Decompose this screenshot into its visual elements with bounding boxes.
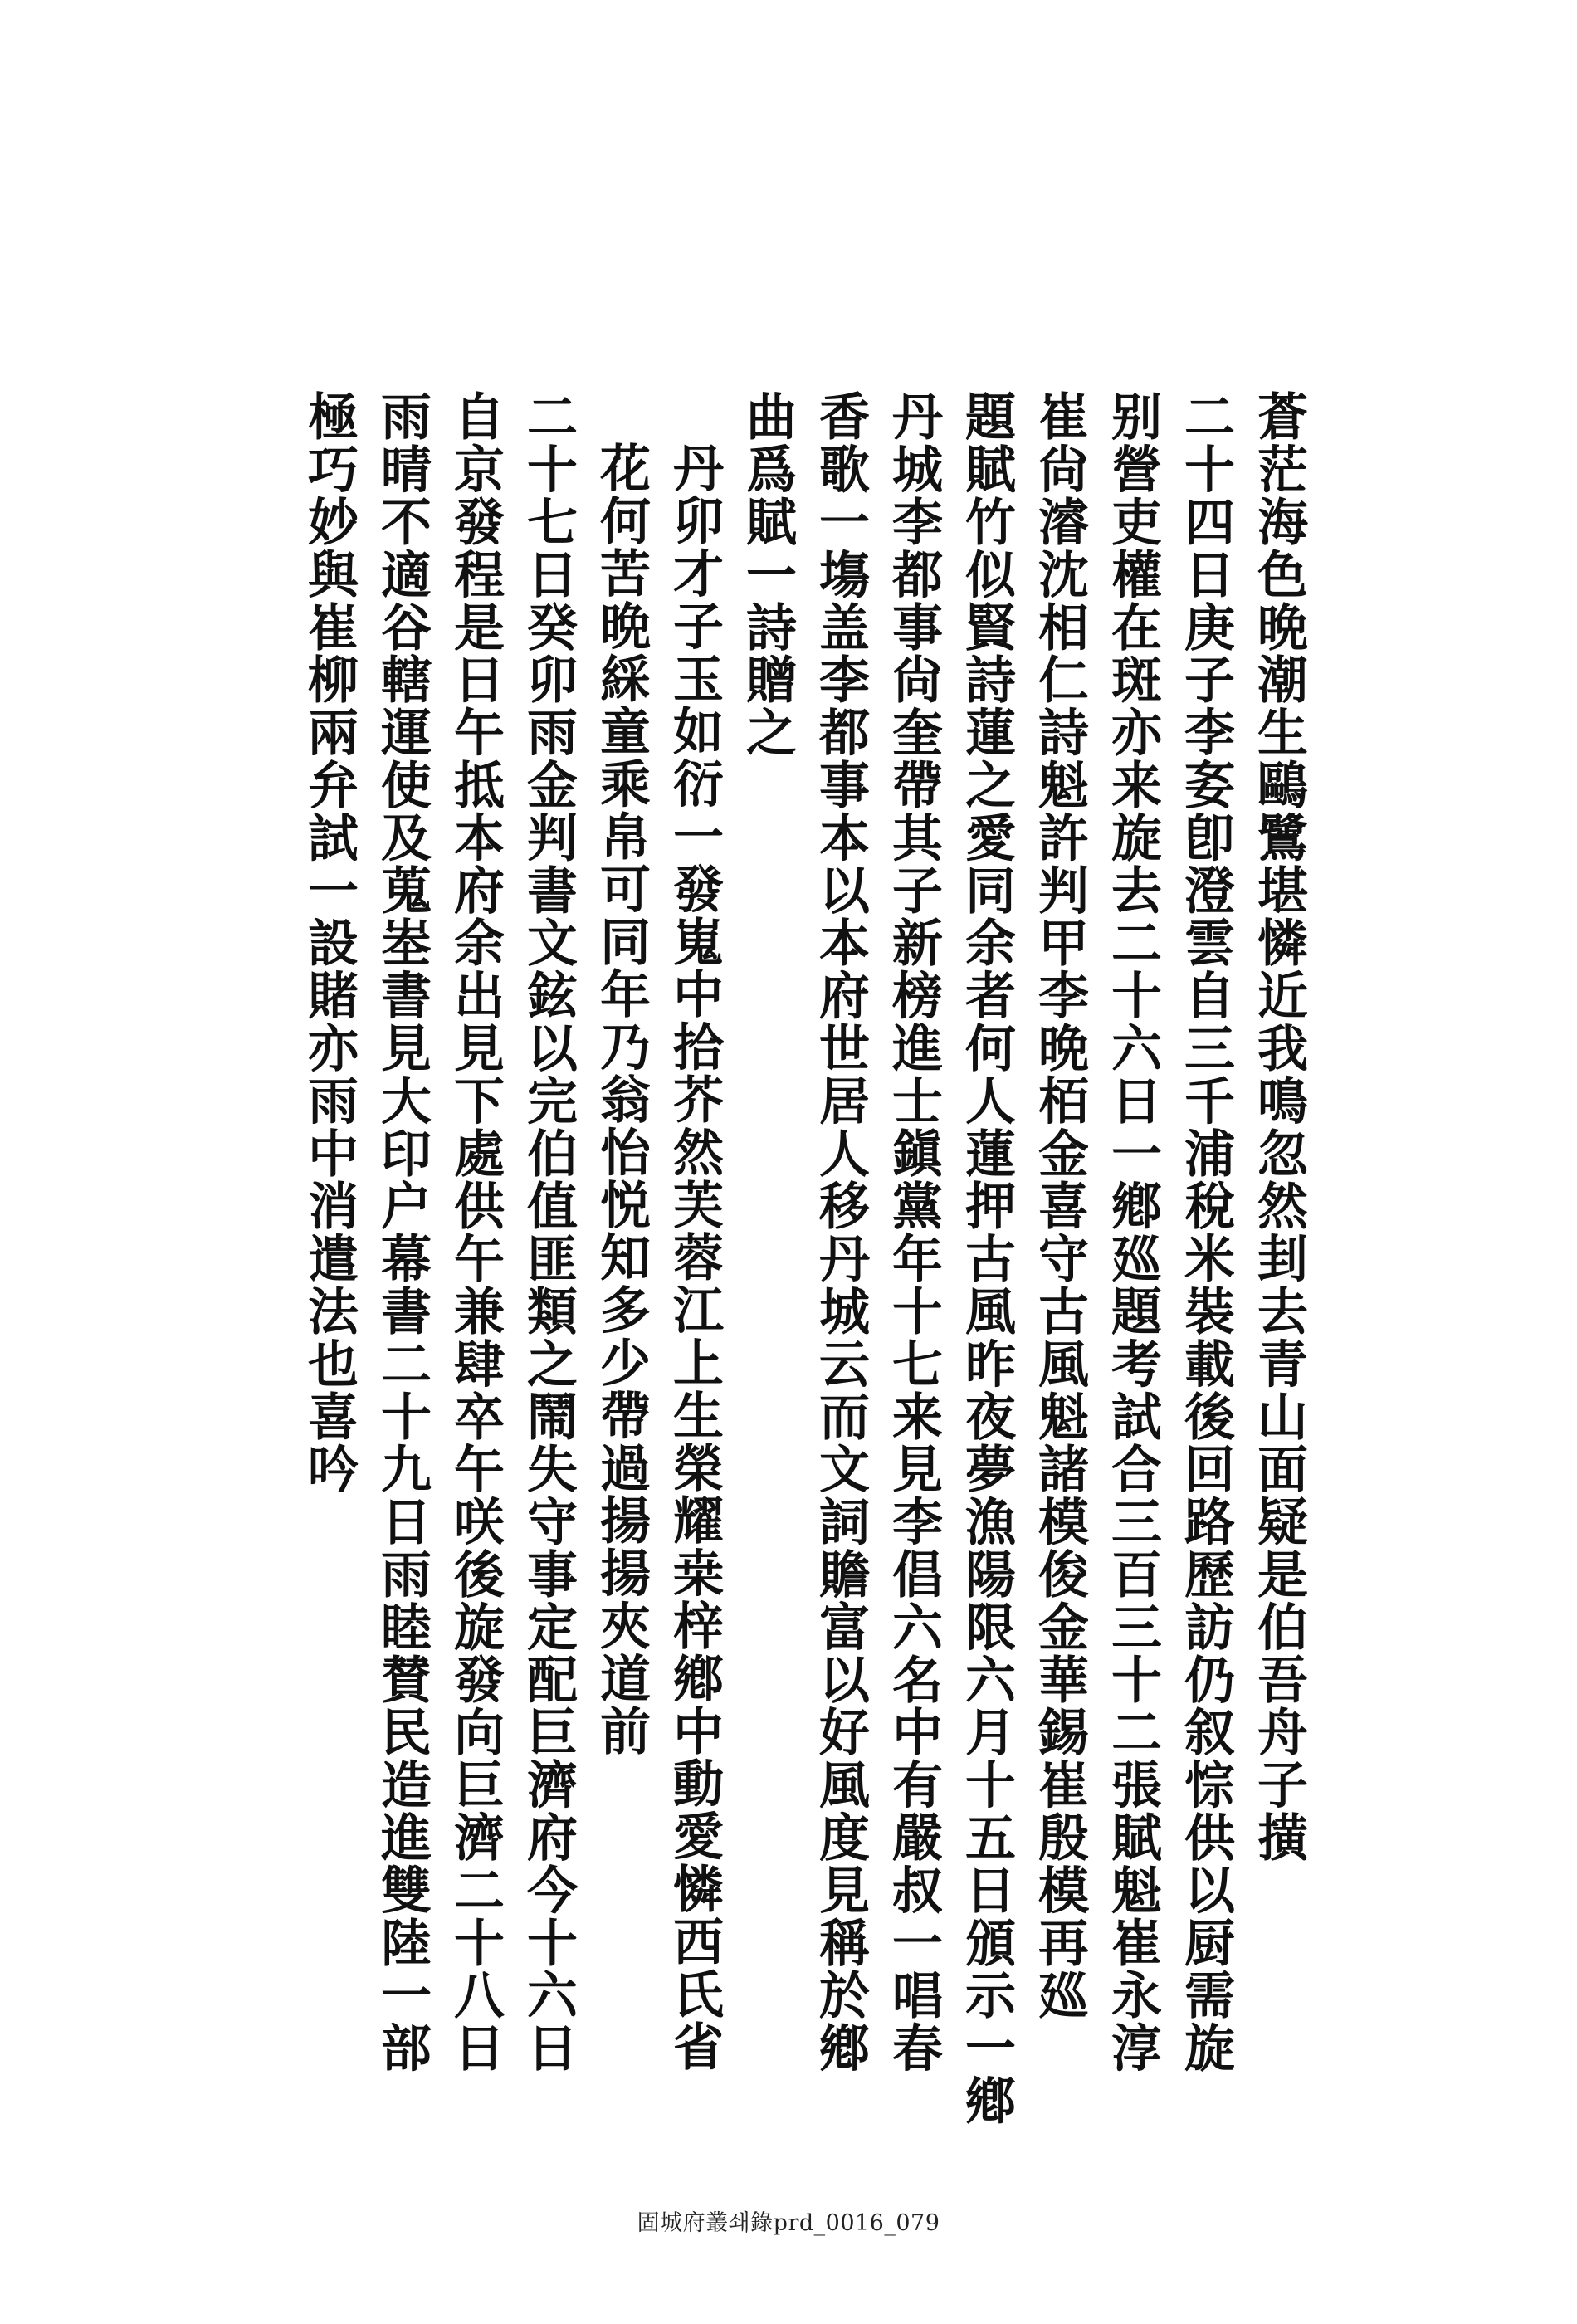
- body-text: [208, 390, 1308, 2127]
- text-column-3: 别營吏權在斑亦来旋去二十六日一鄕廵題考試合三百三十二張賦魁崔永淳: [1103, 390, 1162, 2074]
- text-column-5: 題賦竹似賢詩蓮之愛同余者何人蓮押古風昨夜夢漁陽限六月十五日頒示一鄕: [957, 390, 1016, 2127]
- text-column-14: 極巧妙與崔柳兩弁試一設賭亦雨中消遣法也喜吟: [300, 390, 359, 1496]
- text-column-7: 香歌一塲盖李都事本以本府世居人移丹城云而文詞贍富以好風度見稱於鄕: [811, 390, 870, 2074]
- text-column-10: 花何苦晩綵童乘帛可同年乃翁怡悦知多少帶過揚揚夾道前: [592, 442, 651, 1757]
- text-column-6: 丹城李都事尙奎帶其子新榜進士鎭黨年十七来見李倡六名中有嚴叔一唱春: [884, 390, 943, 2074]
- text-column-2: 二十四日庚子李㚣卽澄雲自三千浦稅米裝載後回路歷訪仍叙悰供以厨需旋: [1176, 390, 1235, 2074]
- text-column-4: 崔尙濬沈相仁詩魁許判甲李晩栢金喜守古風魁諸模俊金華錫崔殷模再廵: [1030, 390, 1089, 2022]
- text-column-1: 蒼茫海色晩潮生鷗鷺堪憐近我鳴忽然刲去青山面疑是伯吾舟子撗: [1249, 390, 1308, 1864]
- text-column-11: 二十七日癸卯雨金判書文鉉以完伯值匪類之鬧失守事定配巨濟府今十六日: [519, 390, 578, 2074]
- text-column-8: 曲爲賦一詩贈之: [738, 390, 797, 759]
- text-column-12: 自京發程是日午抵本府余出見下處供午兼肆卒午咲後旋發向巨濟二十八日: [446, 390, 505, 2074]
- text-column-13: 雨晴不適谷轄運使及蒐峚書見大印户幕書二十九日雨睦賛民造進雙陸一部: [373, 390, 432, 2074]
- page-footer-label: 固城府叢쇄錄prd_0016_079: [637, 2210, 940, 2236]
- text-column-9: 丹卯才子玉如衍一發嵬中拾芥然芙蓉江上生榮耀桒梓鄕中動愛憐西氏省: [665, 442, 724, 2073]
